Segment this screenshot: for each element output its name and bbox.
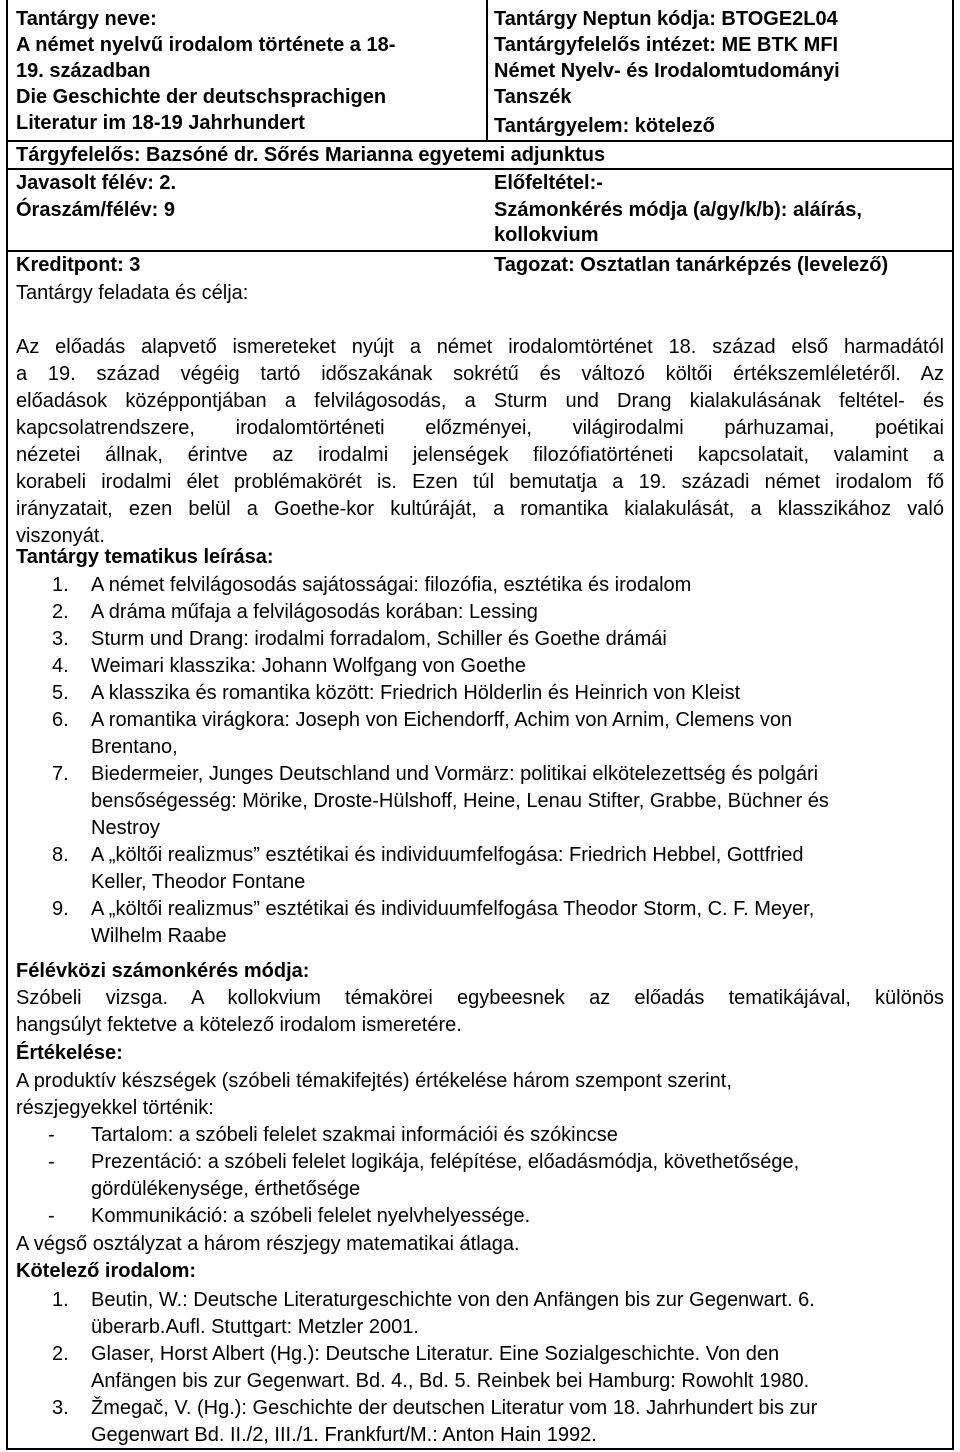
evaluation-item-number: - — [48, 1205, 55, 1227]
literature-item-text: überarb.Aufl. Stuttgart: Metzler 2001. — [91, 1316, 419, 1338]
topic-item-text: A „költői realizmus” esztétikai és individuumfelfogása Theodor Storm, C. F. Meyer, — [91, 898, 815, 920]
literature-item-text: Glaser, Horst Albert (Hg.): Deutsche Literatur. Eine Sozialgeschichte. Von den — [91, 1343, 780, 1365]
topic-item-text: A klasszika és romantika között: Friedrich Hölderlin és Heinrich von Kleist — [91, 682, 741, 704]
evaluation-heading: Értékelése: — [16, 1042, 123, 1064]
topic-item-number: 6. — [52, 709, 69, 731]
topic-item-text: Weimari klasszika: Johann Wolfgang von Goethe — [91, 655, 527, 677]
evaluation-final: A végső osztályzat a három részjegy matematikai átlaga. — [16, 1233, 520, 1255]
course-description — [16, 334, 944, 550]
aim-label: Tantárgy feladata és célja: — [16, 282, 249, 304]
topic-item — [16, 842, 944, 896]
topic-item — [16, 680, 944, 707]
topic-item — [16, 626, 944, 653]
evaluation-item-number: - — [48, 1124, 55, 1146]
subject-responsible: Tárgyfelelős: Bazsóné dr. Sőrés Marianna egyetemi adjunktus — [16, 144, 606, 166]
evaluation-intro-line: részjegyekkel történik: — [16, 1097, 214, 1119]
evaluation-item — [16, 1149, 944, 1203]
evaluation-item-text: Kommunikáció: a szóbeli felelet nyelvhelyessége. — [91, 1205, 531, 1227]
topic-item-number: 1. — [52, 574, 69, 596]
literature-heading: Kötelező irodalom: — [16, 1260, 197, 1282]
prerequisite: Előfeltétel:- — [494, 172, 603, 194]
topic-item-number: 2. — [52, 601, 69, 623]
topic-item-text: Keller, Theodor Fontane — [91, 871, 306, 893]
description-line: korabeli irodalmi élet problémakörét is. Ezen túl bemutatja a 19. századi német irodalom fő — [16, 471, 944, 493]
topic-item-text: Biedermeier, Junges Deutschland und Vormärz: politikai elkötelezettség és polgári — [91, 763, 819, 785]
topic-item-text: A dráma műfaja a felvilágosodás korában: Lessing — [91, 601, 538, 623]
topics-list — [16, 572, 944, 950]
evaluation-item-text: Prezentáció: a szóbeli felelet logikája, felépítése, előadásmódja, követhetősége, — [91, 1151, 800, 1173]
literature-item-text: Anfängen bis zur Gegenwart. Bd. 4., Bd. 5. Reinbek bei Hamburg: Rowohlt 1980. — [91, 1370, 810, 1392]
topic-item-number: 5. — [52, 682, 69, 704]
topic-item — [16, 599, 944, 626]
topic-item-number: 7. — [52, 763, 69, 785]
neptun-code: Tantárgy Neptun kódja: BTOGE2L04 — [494, 8, 838, 30]
topic-item-text: A romantika virágkora: Joseph von Eichendorff, Achim von Arnim, Clemens von — [91, 709, 793, 731]
evaluation-item-text: gördülékenysége, érthetősége — [91, 1178, 361, 1200]
evaluation-intro — [16, 1068, 944, 1122]
midterm-line: Szóbeli vizsga. A kollokvium témakörei egybeesnek az előadás tematikájával, különös — [16, 987, 944, 1009]
literature-item-number: 2. — [52, 1343, 69, 1365]
description-line: irányzatait, ezen belül a Goethe-kor kultúráját, a romantika kialakulását, a klasszikához való — [16, 498, 944, 520]
responsible-institute: Tanszék — [494, 86, 572, 108]
suggested-semester: Javasolt félév: 2. — [16, 172, 177, 194]
midterm-text — [16, 985, 944, 1039]
topic-item-number: 9. — [52, 898, 69, 920]
topic-item-number: 8. — [52, 844, 69, 866]
topic-item-text: Sturm und Drang: irodalmi forradalom, Schiller és Goethe drámái — [91, 628, 667, 650]
subject-name-hu: 19. században — [16, 60, 151, 82]
evaluation-list — [16, 1122, 944, 1230]
topic-item — [16, 653, 944, 680]
subject-name-de: Die Geschichte der deutschsprachigen — [16, 86, 387, 108]
evaluation-item-text: Tartalom: a szóbeli felelet szakmai információi és szókincse — [91, 1124, 618, 1146]
assessment-method: Számonkérés módja (a/gy/k/b): aláírás, — [494, 199, 862, 221]
description-line: viszonyát. — [16, 525, 105, 547]
credit-points: Kreditpont: 3 — [16, 254, 141, 276]
literature-item-number: 1. — [52, 1289, 69, 1311]
literature-item-text: Beutin, W.: Deutsche Literaturgeschichte von den Anfängen bis zur Gegenwart. 6. — [91, 1289, 815, 1311]
topic-item-text: A német felvilágosodás sajátosságai: filozófia, esztétika és irodalom — [91, 574, 692, 596]
evaluation-item-number: - — [48, 1151, 55, 1173]
subject-name-de: Literatur im 18-19 Jahrhundert — [16, 112, 305, 134]
topics-heading: Tantárgy tematikus leírása: — [16, 546, 274, 568]
evaluation-intro-line: A produktív készségek (szóbeli témakifejtés) értékelése három szempont szerint, — [16, 1070, 732, 1092]
responsible-institute: Német Nyelv- és Irodalomtudományi — [494, 60, 840, 82]
topic-item-text: A „költői realizmus” esztétikai és individuumfelfogása: Friedrich Hebbel, Gottfried — [91, 844, 804, 866]
assessment-method: kollokvium — [494, 224, 599, 246]
topic-item-text: Nestroy — [91, 817, 160, 839]
responsible-institute: Tantárgyfelelős intézet: ME BTK MFI — [494, 34, 839, 56]
literature-item-text: Gegenwart Bd. II./2, III./1. Frankfurt/M.: Anton Hain 1992. — [91, 1424, 597, 1446]
description-line: nézetei állnak, érintve az irodalmi jelenségek filozófiatörténeti kapcsolatait, valamint a — [16, 444, 944, 466]
subject-element: Tantárgyelem: kötelező — [494, 115, 715, 137]
literature-item-text: Žmegač, V. (Hg.): Geschichte der deutschen Literatur vom 18. Jahrhundert bis zur — [91, 1397, 818, 1419]
topic-item-text: bensőségesség: Mörike, Droste-Hülshoff, Heine, Lenau Stifter, Grabbe, Büchner és — [91, 790, 829, 812]
topic-item-number: 3. — [52, 628, 69, 650]
description-line: Az előadás alapvető ismereteket nyújt a német irodalomtörténet 18. század első harmadától — [16, 336, 944, 358]
literature-list — [16, 1287, 944, 1449]
literature-item — [16, 1341, 944, 1395]
midterm-line: hangsúlyt fektetve a kötelező irodalom ismeretére. — [16, 1014, 462, 1036]
literature-item-number: 3. — [52, 1397, 69, 1419]
divider — [486, 0, 488, 140]
topic-item-text: Brentano, — [91, 736, 178, 758]
hours-per-semester: Óraszám/félév: 9 — [16, 199, 175, 221]
topic-item-text: Wilhelm Raabe — [91, 925, 227, 947]
topic-item — [16, 896, 944, 950]
subject-name-hu: A német nyelvű irodalom története a 18- — [16, 34, 396, 56]
topic-item — [16, 572, 944, 599]
study-track: Tagozat: Osztatlan tanárképzés (levelező) — [494, 254, 889, 276]
description-line: kapcsolatrendszere, irodalomtörténeti előzményei, világirodalmi párhuzamai, poétikai — [16, 417, 944, 439]
literature-item — [16, 1287, 944, 1341]
description-line: a 19. század végéig tartó időszakának sokrétű és változó költői értékszemléletéről. Az — [16, 363, 944, 385]
subject-name-label: Tantárgy neve: — [16, 8, 157, 30]
description-line: előadások középpontjában a felvilágosodás, a Sturm und Drang kialakulásának feltétel- és — [16, 390, 944, 412]
midterm-heading: Félévközi számonkérés módja: — [16, 960, 310, 982]
literature-item — [16, 1395, 944, 1449]
evaluation-item — [16, 1122, 944, 1149]
topic-item-number: 4. — [52, 655, 69, 677]
topic-item — [16, 707, 944, 761]
topic-item — [16, 761, 944, 842]
evaluation-item — [16, 1203, 944, 1230]
